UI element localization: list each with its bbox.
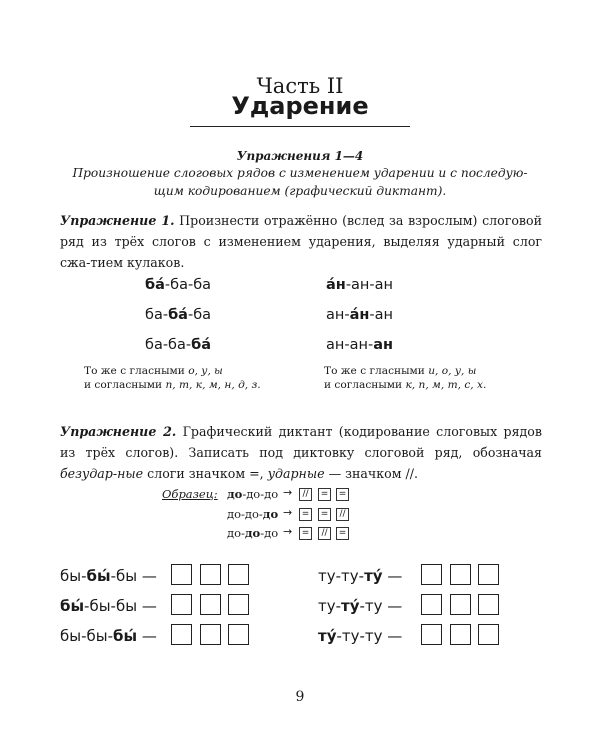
code-box: = (336, 488, 349, 501)
syllable-rest: до-до- (227, 507, 263, 521)
stressed-syllable: а́н (349, 307, 370, 323)
syllable-row (145, 306, 211, 324)
practice-row (60, 566, 157, 586)
stressed-syllable: ту́ (318, 627, 337, 645)
code-box: = (318, 488, 331, 501)
stressed-syllable: до (244, 526, 261, 540)
arrow-icon: → (283, 506, 293, 519)
exercises-description: Произношение слоговых рядов с изменением ударении и с последую-щим кодированием (графический диктант). (72, 166, 528, 198)
answer-box[interactable] (200, 624, 221, 645)
syllable-rest: -ан (369, 307, 394, 323)
answer-box[interactable] (421, 624, 442, 645)
answer-box[interactable] (450, 564, 471, 585)
syllable-row (145, 336, 211, 354)
title-divider (190, 126, 410, 127)
syllable-rest: ба-ба- (145, 337, 192, 353)
code-box: = (336, 527, 349, 540)
code-box: = (299, 527, 312, 540)
syllable-rest: ан- (326, 307, 350, 323)
stressed-syllable: бы́ (60, 597, 85, 615)
syllable-rest: бы-бы- (60, 627, 114, 645)
note-right (324, 364, 486, 392)
exercises-heading: Упражнения 1—4 (236, 149, 364, 163)
syllable-rest: -до (260, 526, 279, 540)
note-left (84, 364, 261, 392)
sample-label: Образец: (162, 487, 218, 501)
exercise-2-instruction: — значком //. (324, 466, 419, 481)
answer-box[interactable] (478, 594, 499, 615)
syllable-rest: ту- (318, 597, 342, 615)
arrow-icon: → (283, 525, 293, 538)
syllable-row (326, 336, 393, 354)
code-box: // (299, 488, 312, 501)
exercise-2-instruction: Графический диктант (кодирование слоговых рядов из трёх слогов). Записать под диктовку слоговой ряд, обозначая (60, 424, 542, 460)
syllable-rest: -ту — (359, 597, 403, 615)
syllable-row (326, 306, 393, 324)
answer-box[interactable] (228, 624, 249, 645)
syllable-rest: бы- (60, 567, 87, 585)
practice-row (60, 626, 157, 646)
answer-box[interactable] (450, 594, 471, 615)
exercise-1-instruction: Произнести отражённо (вслед за взрослым) слоговой ряд из трёх слогов с изменением ударения, выделяя ударный слог сжа-тием кулаков. (60, 213, 542, 270)
note-letters: к, п, м, т, с, х. (405, 379, 487, 391)
answer-box[interactable] (421, 564, 442, 585)
answer-box[interactable] (450, 624, 471, 645)
stressed-syllable: ан (373, 337, 394, 353)
page-title: Ударение (231, 92, 369, 120)
syllable-rest: -бы — (110, 567, 157, 585)
note-letters: и, о, у, ы (428, 365, 477, 377)
stressed-syllable: ту́ (341, 597, 360, 615)
note-text: и согласными (84, 379, 166, 391)
syllable-rest: — (137, 627, 157, 645)
code-box: // (336, 508, 349, 521)
emphasis-word: безудар-ные (60, 466, 144, 481)
note-text: То же с гласными (324, 365, 429, 377)
practice-row (60, 596, 157, 616)
practice-row (318, 596, 402, 616)
syllable-rest: -ту-ту — (336, 627, 403, 645)
answer-box[interactable] (478, 564, 499, 585)
note-letters: п, т, к, м, н, д, з. (165, 379, 261, 391)
syllable-rest: -до-до (242, 487, 279, 501)
note-letters: о, у, ы (188, 365, 223, 377)
answer-box[interactable] (171, 564, 192, 585)
syllable-rest: ан-ан- (326, 337, 374, 353)
part-heading: Часть II (256, 74, 344, 98)
syllable-rest: -ба (187, 307, 212, 323)
stressed-syllable: ба́ (191, 337, 212, 353)
practice-row (318, 566, 402, 586)
exercise-2-label: Упражнение 2. (60, 424, 177, 439)
page-number: 9 (295, 689, 305, 705)
note-text: и согласными (324, 379, 406, 391)
answer-box[interactable] (421, 594, 442, 615)
exercise-2-instruction: слоги значком =, (143, 466, 268, 481)
sample-row (227, 525, 278, 541)
stressed-syllable: ба́ (168, 307, 188, 323)
stressed-syllable: бы́ (113, 627, 138, 645)
answer-box[interactable] (478, 624, 499, 645)
sample-row (227, 506, 278, 522)
syllable-rest: -ба-ба (164, 277, 212, 293)
answer-box[interactable] (171, 624, 192, 645)
code-box: = (299, 508, 312, 521)
stressed-syllable: а́н (326, 277, 346, 293)
answer-box[interactable] (200, 564, 221, 585)
emphasis-word: ударные (267, 466, 325, 481)
exercise-2-text (60, 421, 542, 484)
practice-row (318, 626, 402, 646)
syllable-rest: до- (227, 526, 245, 540)
answer-box[interactable] (228, 564, 249, 585)
sample-row (227, 486, 278, 502)
exercise-1-text (60, 210, 542, 273)
stressed-syllable: до (227, 487, 243, 501)
syllable-rest: -бы-бы — (84, 597, 157, 615)
syllable-rest: — (382, 567, 403, 585)
note-text: То же с гласными (84, 365, 189, 377)
syllable-row (326, 276, 393, 294)
syllable-rest: ту-ту- (318, 567, 365, 585)
stressed-syllable: до (262, 507, 279, 521)
answer-box[interactable] (228, 594, 249, 615)
code-box: = (318, 508, 331, 521)
stressed-syllable: ту́ (364, 567, 383, 585)
stressed-syllable: бы́ (86, 567, 111, 585)
syllable-rest: -ан-ан (345, 277, 394, 293)
arrow-icon: → (283, 486, 293, 499)
exercise-1-label: Упражнение 1. (60, 213, 175, 228)
stressed-syllable: ба́ (145, 277, 165, 293)
answer-box[interactable] (200, 594, 221, 615)
syllable-row (145, 276, 211, 294)
syllable-rest: ба- (145, 307, 169, 323)
answer-box[interactable] (171, 594, 192, 615)
code-box: // (318, 527, 331, 540)
